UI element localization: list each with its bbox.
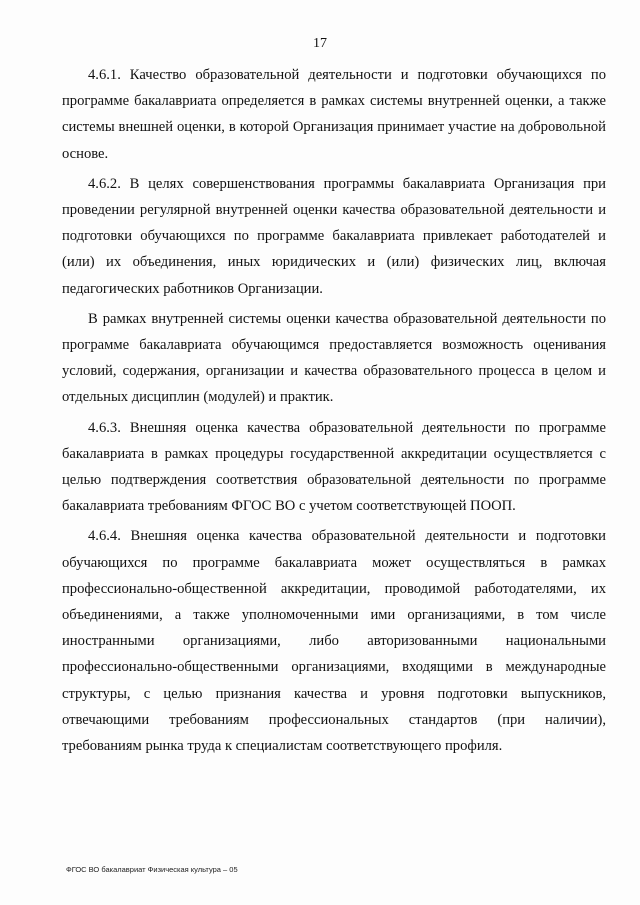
- paragraph-4-6-3: 4.6.3. Внешняя оценка качества образовательной деятельности по программе бакалавриата в рамках процедуры государственной аккредитации осуществляется с целью подтверждения соответствия образовательной деятельности по программе бакалавриата требованиям ФГОС ВО с учетом соответствующей ПООП.: [62, 419, 606, 515]
- page-footer: ФГОС ВО бакалавриат Физическая культура – 05: [66, 865, 238, 874]
- document-body: [62, 62, 606, 763]
- paragraph-internal-assessment: В рамках внутренней системы оценки качества образовательной деятельности по программе бакалавриата обучающимся предоставляется возможность оценивания условий, содержания, организации и качества образовательного процесса в целом и отдельных дисциплин (модулей) и практик.: [62, 310, 606, 406]
- paragraph-4-6-2: 4.6.2. В целях совершенствования программы бакалавриата Организация при проведении регулярной внутренней оценки качества образовательной деятельности и подготовки обучающихся по программе бакалавриата привлекает работодателей и (или) их объединения, иных юридических и (или) физических лиц, включая педагогических работников Организации.: [62, 175, 606, 297]
- paragraph-4-6-1: 4.6.1. Качество образовательной деятельности и подготовки обучающихся по программе бакалавриата определяется в рамках системы внутренней оценки, а также системы внешней оценки, в которой Организация принимает участие на добровольной основе.: [62, 67, 606, 162]
- paragraph-4-6-4: 4.6.4. Внешняя оценка качества образовательной деятельности и подготовки обучающихся по программе бакалавриата может осуществляться в рамках профессионально-общественной аккредитации, проводимой работодателями, их объединениями, а также уполномоченными ими организациями, в том числе иностранными организациями, либо авторизованными национальными профессионально-общественными организациями, входящими в международные структуры, с целью признания качества и уровня подготовки выпускников, отвечающими требованиям профессиональных стандартов (при наличии), требованиям рынка труда к специалистам соответствующего профиля.: [62, 528, 606, 755]
- page-number: 17: [313, 36, 327, 51]
